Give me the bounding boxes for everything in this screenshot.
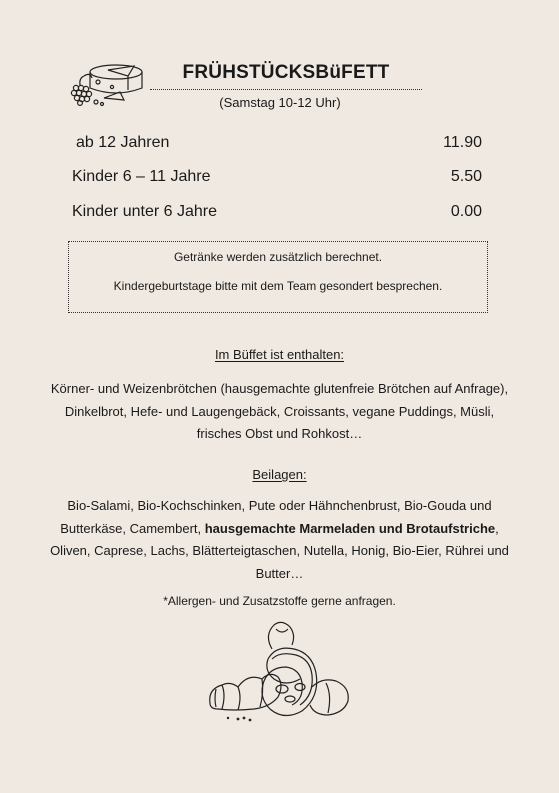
price-value: 5.50 — [450, 168, 482, 185]
price-row — [72, 132, 482, 154]
croissant-pretzel-icon — [204, 615, 364, 723]
title-divider — [150, 89, 422, 90]
included-heading: Im Büffet ist enthalten: — [214, 347, 345, 362]
drinks-notice: Getränke werden zusätzlich berechnet. — [173, 250, 383, 264]
sides-text-highlight: hausgemachte Marmeladen und Brotaufstriche — [204, 520, 496, 536]
birthday-notice: Kindergeburtstage bitte mit dem Team gesondert besprechen. — [113, 279, 443, 293]
included-text: Körner- und Weizenbrötchen (hausgemachte glutenfreie Brötchen auf Anfrage), Dinkelbrot, Hefe- und Laugengebäck, Croissants, vegane Puddings, Müsli, frisches Obst und Rohkost… — [50, 381, 509, 441]
price-value: 0.00 — [450, 203, 482, 220]
notice-box — [68, 241, 488, 313]
page-subtitle: (Samstag 10-12 Uhr) — [219, 95, 341, 110]
cheese-grapes-icon — [68, 58, 150, 108]
sides-text-start: Bio-Salami, Bio-Kochschinken, Pute oder Hähnchenbrust, Bio-Gouda und Butterkäse, Camembert, — [60, 498, 492, 536]
price-label: Kinder 6 – 11 Jahre — [72, 168, 211, 185]
price-value: 11.90 — [443, 134, 482, 151]
sides-text — [50, 495, 509, 585]
price-row — [72, 166, 482, 188]
page-title: FRÜHSTÜCKSBüFETT — [182, 62, 390, 83]
sides-heading: Beilagen: — [252, 467, 307, 482]
price-label: ab 12 Jahren — [76, 134, 170, 151]
price-row — [72, 201, 482, 223]
allergen-note: *Allergen- und Zusatzstoffe gerne anfragen. — [163, 594, 396, 608]
sides-text-end: , Oliven, Caprese, Lachs, Blätterteigtaschen, Nutella, Honig, Bio-Eier, Rührei und Butter… — [50, 520, 509, 581]
price-label: Kinder unter 6 Jahre — [72, 203, 217, 220]
